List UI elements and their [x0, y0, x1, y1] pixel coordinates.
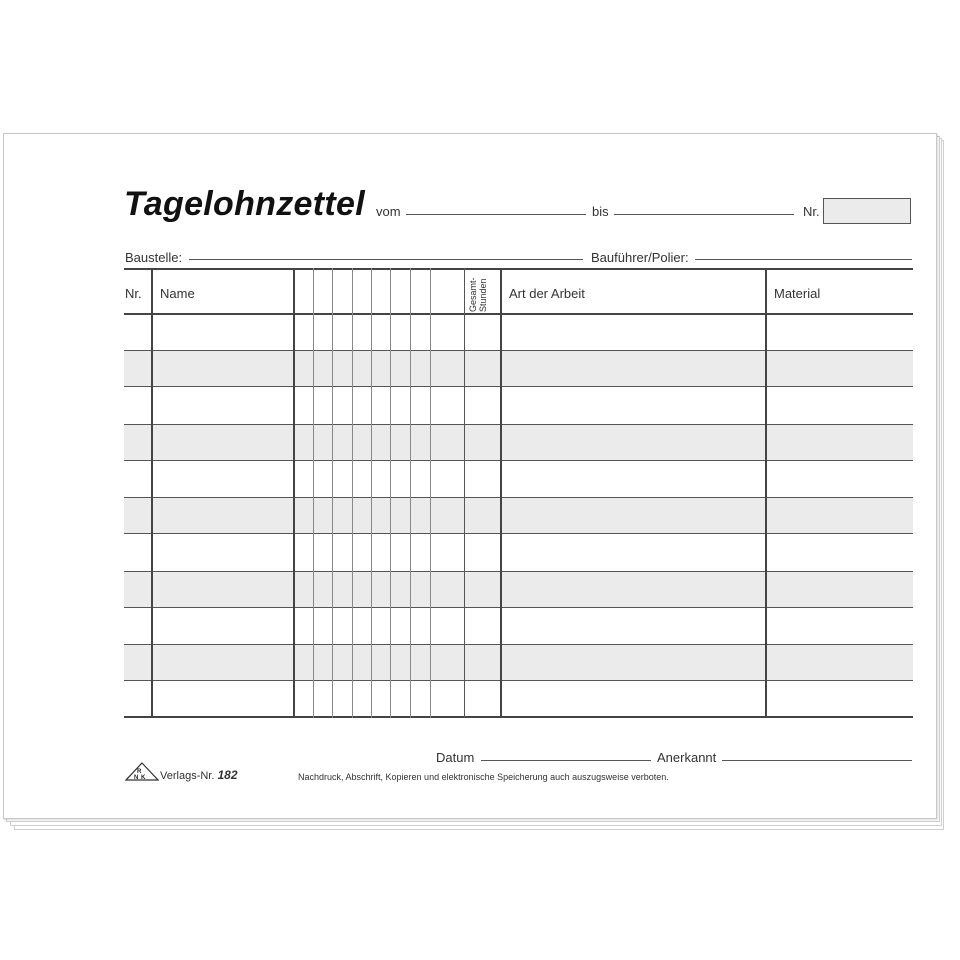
row-rule [124, 460, 913, 461]
day-col-rule [410, 268, 411, 718]
copyright-notice: Nachdruck, Abschrift, Kopieren und elektronische Speicherung auch auszugsweise verboten. [298, 772, 669, 782]
day-col-rule [390, 268, 391, 718]
row-rule [124, 607, 913, 608]
anerkannt-label: Anerkannt [657, 750, 717, 765]
col-rule-nr [151, 268, 153, 718]
bis-label: bis [592, 204, 609, 219]
col-rule-material [765, 268, 767, 718]
day-col-rule [332, 268, 333, 718]
verlag-number [160, 768, 238, 782]
datum-field[interactable] [481, 760, 651, 761]
publisher-logo [125, 762, 159, 787]
day-col-rule [430, 268, 431, 718]
row-rule [124, 644, 913, 645]
form-title: Tagelohnzettel [124, 185, 365, 223]
header-art-der-arbeit: Art der Arbeit [509, 286, 585, 301]
baustelle-field[interactable] [189, 259, 583, 260]
row-shade [124, 497, 913, 533]
header-gesamt-stunden [464, 272, 494, 312]
svg-text:N: N [134, 775, 139, 781]
header-material: Material [774, 286, 821, 301]
datum-label: Datum [436, 750, 475, 765]
day-col-rule [352, 268, 353, 718]
row-rule [124, 424, 913, 425]
nr-field[interactable] [823, 198, 911, 224]
anerkannt-field[interactable] [722, 760, 912, 761]
col-rule-name [293, 268, 295, 718]
verlag-value: 182 [217, 768, 238, 782]
bis-field[interactable] [614, 214, 794, 215]
col-rule-gesamt [464, 268, 465, 718]
svg-text:K: K [141, 775, 146, 781]
row-shade [124, 350, 913, 386]
vom-field[interactable] [406, 214, 586, 215]
header-nr: Nr. [125, 286, 142, 301]
header-rule [124, 313, 913, 315]
col-rule-art [500, 268, 502, 718]
work-table [124, 268, 913, 718]
bauleiter-label: Bauführer/Polier: [591, 250, 689, 265]
row-shade [124, 424, 913, 460]
table-bottom-rule [124, 716, 913, 718]
row-rule [124, 497, 913, 498]
row-rule [124, 533, 913, 534]
header-gesamt-stunden-text: Gesamt- Stunden [468, 277, 488, 312]
day-col-rule [313, 268, 314, 718]
table-top-rule [124, 268, 913, 270]
row-rule [124, 571, 913, 572]
row-rule [124, 386, 913, 387]
row-rule [124, 680, 913, 681]
row-shade [124, 644, 913, 680]
row-rule [124, 350, 913, 351]
vom-label: vom [376, 204, 401, 219]
verlag-label: Verlags-Nr. [160, 770, 215, 782]
bauleiter-field[interactable] [695, 259, 912, 260]
nr-label: Nr. [803, 204, 820, 219]
header-name: Name [160, 286, 195, 301]
baustelle-label: Baustelle: [125, 250, 183, 265]
day-col-rule [371, 268, 372, 718]
row-shade [124, 571, 913, 607]
svg-text:R: R [137, 769, 142, 775]
